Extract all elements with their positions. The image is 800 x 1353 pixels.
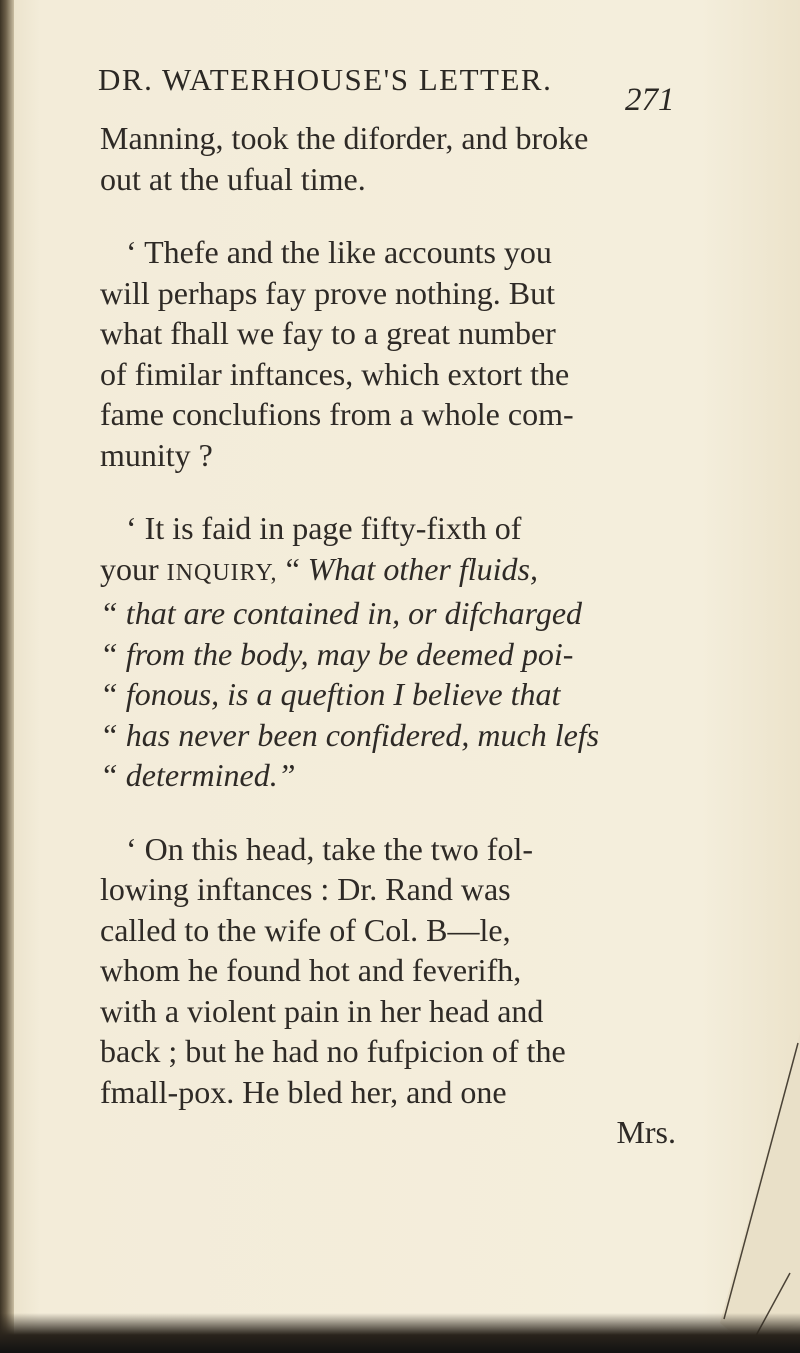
text-run: your xyxy=(100,550,167,587)
text-line-mixed xyxy=(100,549,690,594)
text-line: with a violent pain in her head and xyxy=(100,992,544,1029)
text-line: Manning, took the diforder, and broke xyxy=(100,120,589,156)
page-bottom-edge xyxy=(0,1313,800,1353)
page-corner-fold xyxy=(680,1023,800,1353)
quoted-line: “ has never been confidered, much lefs xyxy=(100,716,600,753)
paragraph-gap xyxy=(100,796,690,829)
text-line: fame conclufions from a whole com- xyxy=(100,396,574,432)
text-line: out at the ufual time. xyxy=(100,160,366,197)
book-spine-shadow xyxy=(0,0,14,1353)
text-line: ‘ It is faid in page fifty-fixth of xyxy=(126,510,522,546)
text-line: ‘ Thefe and the like accounts you xyxy=(126,234,552,270)
body-text xyxy=(100,118,690,1153)
text-line: lowing inftances : Dr. Rand was xyxy=(100,871,511,907)
running-head: DR. WATERHOUSE'S LETTER. xyxy=(98,62,553,97)
italic-run: What other fluids, xyxy=(307,550,538,587)
text-line: whom he found hot and feverifh, xyxy=(100,952,522,988)
paragraph-gap xyxy=(100,199,690,232)
text-line: of fimilar inftances, which extort the xyxy=(100,355,570,392)
quoted-line: “ that are contained in, or difcharged xyxy=(100,595,583,631)
paragraph-gap xyxy=(100,475,690,508)
text-line: fmall-pox. He bled her, and one xyxy=(100,1073,507,1110)
quoted-line: “ from the body, may be deemed poi- xyxy=(100,635,574,672)
text-run: “ xyxy=(277,550,308,587)
text-line: called to the wife of Col. B—le, xyxy=(100,911,511,948)
quoted-line: “ fonous, is a queftion I believe that xyxy=(100,676,561,712)
small-caps-run: INQUIRY, xyxy=(166,559,278,586)
text-line: munity ? xyxy=(100,436,213,473)
page-number: 271 xyxy=(625,82,675,118)
text-line: back ; but he had no fufpicion of the xyxy=(100,1033,566,1069)
text-line: ‘ On this head, take the two fol- xyxy=(126,830,533,867)
catchword: Mrs. xyxy=(616,1114,676,1150)
text-line: what fhall we fay to a great number xyxy=(100,315,556,351)
quoted-line: “ determined.” xyxy=(100,757,296,793)
text-line: will perhaps fay prove nothing. But xyxy=(100,274,556,311)
